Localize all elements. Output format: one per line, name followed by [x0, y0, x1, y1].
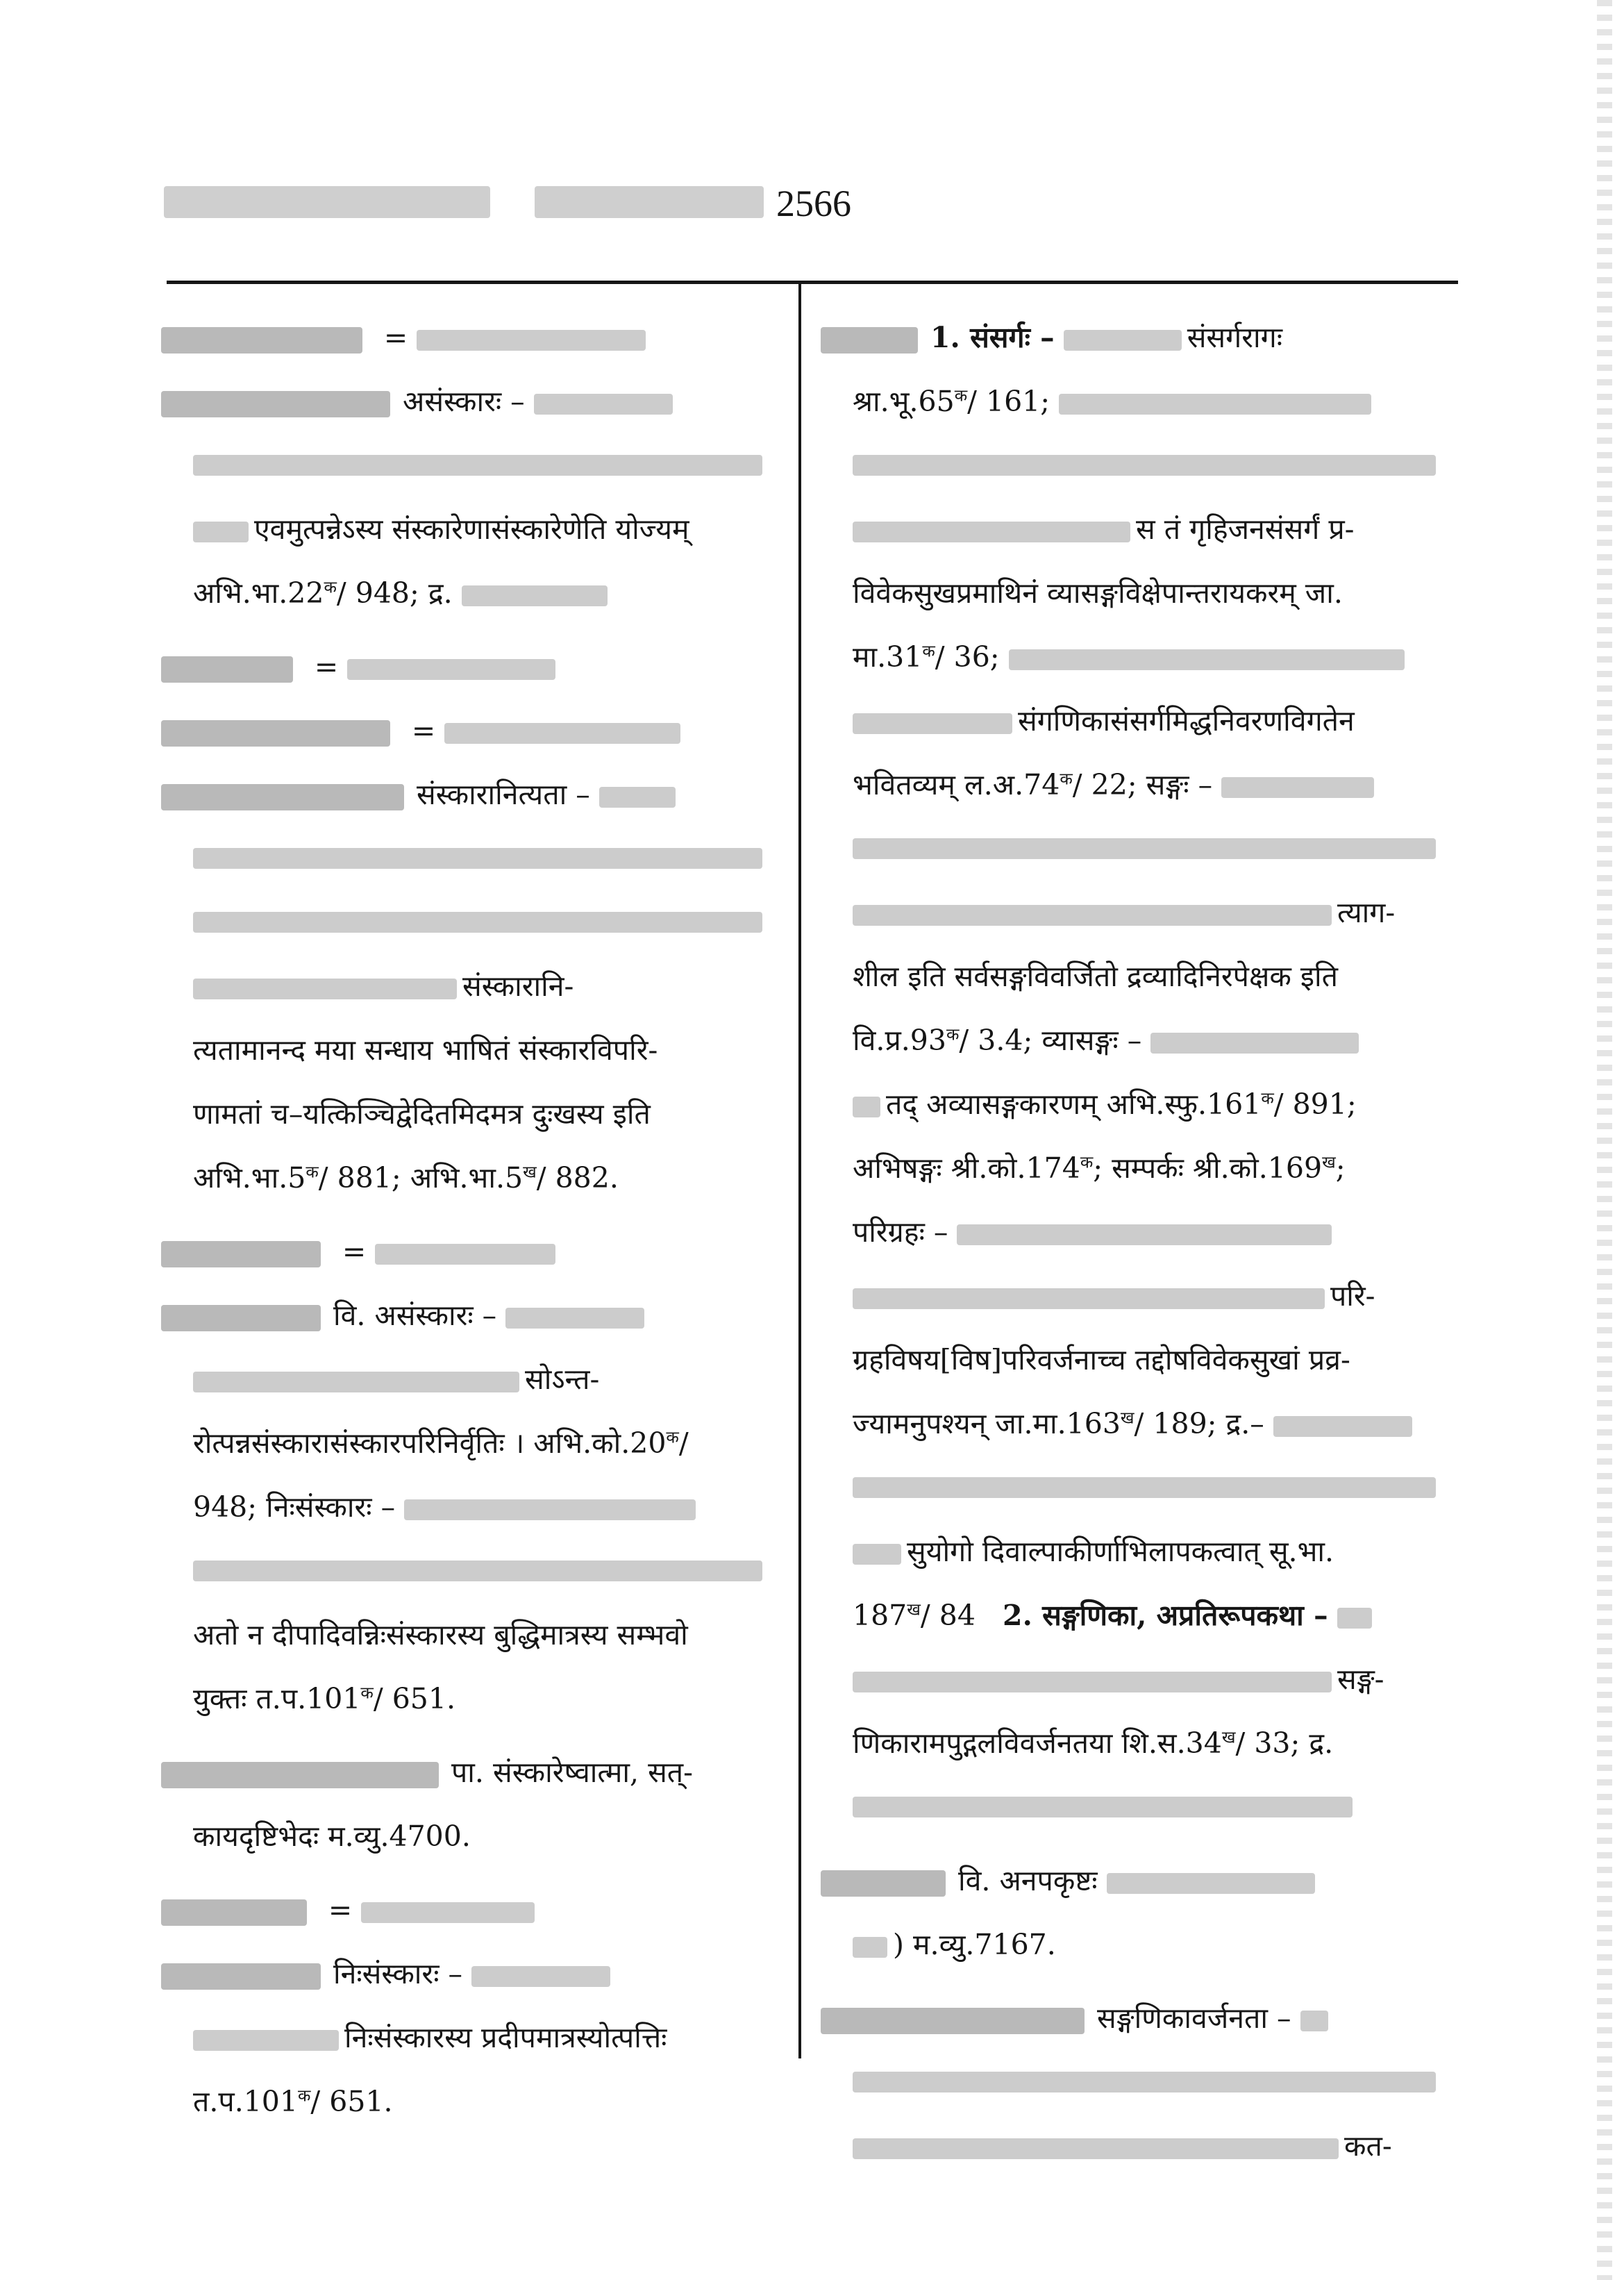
sanskrit-gloss: असंस्कारः – [403, 385, 525, 418]
running-head-last-entry-tibetan [535, 186, 764, 218]
tibetan-text [853, 1544, 901, 1565]
source-citation: युक्तः $त.प.101^क/$ 651. [193, 1682, 455, 1715]
sense-1: 1. संसर्गः – [930, 321, 1055, 354]
tibetan-text [853, 1097, 880, 1117]
sanskrit-quote: 948; निःसंस्कारः – [193, 1490, 396, 1524]
sanskrit-quote: संस्कारानि- [462, 970, 574, 1003]
source-citation: वि.प्र.93 [853, 1024, 946, 1057]
tibetan-text [1107, 1873, 1315, 1894]
tibetan-text [193, 522, 249, 542]
tibetan-text [853, 905, 1332, 926]
entry-asamskara: असंस्कारः – एवमुत्पन्नेऽस्य संस्कारेणासंस्कारेणेति योज्यम् $अभि.भा.22^क/$ 948; द्र. [161, 369, 772, 625]
headword-tibetan [161, 391, 390, 417]
headword-tibetan [161, 1762, 439, 1788]
sanskrit-quote: एवमुत्पन्नेऽस्य संस्कारेणासंस्कारेणेति योज्यम् [254, 513, 689, 546]
entry-cross-reference: = [161, 1220, 772, 1283]
tibetan-text [347, 659, 555, 680]
sanskrit-gloss: पा. संस्कारेष्वात्मा, सत्- [451, 1756, 694, 1789]
running-head-first-entry-tibetan [164, 186, 490, 218]
tibetan-text [193, 1372, 519, 1392]
sanskrit-quote: सुयोगो दिवाल्पाकीर्णाभिलापकत्वात् सू.भा. [907, 1535, 1334, 1568]
tibetan-text [853, 1797, 1353, 1817]
tibetan-text [1273, 1416, 1412, 1437]
tibetan-text [853, 455, 1436, 476]
tibetan-text [361, 1902, 535, 1923]
entry-cross-reference: = [161, 699, 772, 763]
headword-tibetan [821, 2008, 1085, 2034]
sanskrit-quote: परि- [1330, 1279, 1375, 1313]
tibetan-text [505, 1308, 644, 1329]
sanskrit-quote: विवेकसुखप्रमाथिनं व्यासङ्गविक्षेपान्तरायकरम् जा. [853, 576, 1343, 610]
entry-samskaresv-atma [161, 1740, 772, 1868]
headword-tibetan [161, 1899, 307, 1926]
tibetan-text [1009, 649, 1405, 670]
tibetan-text [404, 1499, 696, 1520]
headword-tibetan [161, 327, 362, 353]
entry-samskara-anityata [161, 763, 772, 1210]
tibetan-text [853, 838, 1436, 859]
header-rule [167, 281, 1458, 284]
sanskrit-quote: अतो न दीपादिवन्निःसंस्कारस्य बुद्धिमात्रस्य सम्भवो [193, 1618, 688, 1651]
tibetan-text [1059, 394, 1371, 415]
tibetan-text [853, 713, 1012, 734]
tibetan-text [853, 1288, 1325, 1309]
headword-tibetan [161, 1241, 321, 1267]
source-citation: कायदृष्टिभेदः म.व्यु.4700. [193, 1820, 471, 1853]
headword-tibetan [821, 1870, 946, 1897]
entry-nihsamskara [161, 1942, 772, 2133]
headword-tibetan [161, 720, 390, 747]
tibetan-text [1300, 2011, 1328, 2031]
tibetan-text [853, 1477, 1436, 1498]
tibetan-text [853, 522, 1130, 542]
tibetan-text [462, 585, 608, 606]
headword-tibetan [821, 327, 918, 353]
tibetan-text [1221, 777, 1374, 798]
tibetan-text [534, 394, 673, 415]
sanskrit-quote: णामतां च–यत्किञ्चिद्वेदितमिदमत्र दुःखस्य इति [193, 1097, 651, 1131]
source-citation: $अभि.भा.5^क/$ 881; $अभि.भा.5^ख/$ 882. [193, 1161, 619, 1195]
tibetan-text [375, 1244, 555, 1265]
sanskrit-quote: ग्रहविषय[विष]परिवर्जनाच्च तद्दोषविवेकसुखां प्रव्र- [853, 1343, 1350, 1376]
source-citation: 187 [853, 1599, 907, 1632]
page-number: 2566 [776, 183, 851, 224]
entry-anapakrsta [821, 1849, 1446, 1977]
sanskrit-gloss: सङ्गणिकावर्जनता – [1097, 2002, 1291, 2035]
headword-tibetan [161, 656, 293, 683]
entry-cross-reference: = [161, 635, 772, 699]
sense-2: 2. सङ्गणिका, अप्रतिरूपकथा – [1003, 1599, 1328, 1632]
left-column [161, 306, 772, 2133]
tibetan-text [1337, 1608, 1372, 1629]
source-citation: मा.31 [853, 640, 923, 674]
source-citation: $त.प.101^क/$ 651. [193, 2085, 393, 2118]
sanskrit-quote: त्यतामानन्द मया सन्धाय भाषितं संस्कारविपरि- [193, 1033, 658, 1067]
source-citation: णिकारामपुद्गलविवर्जनतया शि.स.34 [853, 1726, 1222, 1760]
tibetan-text [853, 2138, 1339, 2159]
tibetan-text [1064, 330, 1182, 351]
headword-tibetan [161, 1305, 321, 1331]
tibetan-text [193, 2030, 339, 2051]
sanskrit-gloss: वि. अनपकृष्टः [958, 1864, 1098, 1897]
sanskrit-gloss: परिग्रहः – [853, 1215, 948, 1249]
entry-samsarga: 1. संसर्गः – संसर्गरागः $श्रा.भू.65^क/$ 161; स तं गृहिजनसंसर्गं प्र- विवेकसुखप्रमाथिनं व्यासङ्गविक्षेपान्तरायकरम् जा. $मा.31^क/$ 36; संगणिकासंसर्गमिद्धनिवरणविगतेन भवितव्यम् $ल.अ.74^क/$ 22; सङ्गः – त्याग- शील इति सर्वसङ्गविवर्जितो द्रव्यादिनिरपेक्षक इति $वि.प्र.93^क/$ 3.4; व्यासङ्गः – तद् अव्यासङ्गकारणम् $अभि.स्फु.161^क/$ 891; अभिषङ्गः $श्री.को.174^क$; सम्पर्कः $श्री.को.169^ख$; परिग्रहः – परि- ग्रहविषय[विष]परिवर्जनाच्च तद्दोषविवेकसुखां प्रव्र- ज्यामनुपश्यन् $जा.मा.163^ख/$ 189; द्र.– सुयोगो दिवाल्पाकीर्णाभिलापकत्वात् सू.भा. $187^ख/$ 84 2. सङ्गणिका, अप्रतिरूपकथा – सङ्ग- णिकारामपुद्गलविवर्जनतया $शि.स.34^ख/$ 33; द्र. [821, 306, 1446, 1839]
headword-tibetan [161, 784, 404, 810]
right-column [821, 306, 1446, 2178]
tibetan-text [957, 1224, 1332, 1245]
sanskrit-quote: अभिषङ्गः श्री.को.174 [853, 1151, 1080, 1185]
sanskrit-quote: सोऽन्त- [525, 1363, 600, 1396]
sanskrit-quote: सङ्ग- [1337, 1663, 1384, 1696]
tibetan-text [193, 1561, 762, 1581]
sanskrit-quote: स तं गृहिजनसंसर्गं प्र- [1136, 513, 1355, 546]
sanskrit-quote: रोत्पन्नसंस्कारासंस्कारपरिनिर्वृतिः । अभि.को.20 [193, 1426, 667, 1460]
sanskrit-gloss: संस्कारानित्यता – [417, 778, 590, 811]
tibetan-text [853, 1937, 887, 1958]
sanskrit-quote: कत- [1344, 2129, 1392, 2163]
source-citation: अभि.भा.22 [193, 576, 324, 610]
column-divider [798, 281, 801, 2058]
entry-cross-reference: = [161, 1878, 772, 1942]
tibetan-text [444, 723, 680, 744]
tibetan-text [1150, 1033, 1359, 1054]
entry-sangganika-varjanata [821, 1986, 1446, 2178]
tibetan-text [599, 787, 676, 808]
tibetan-text [193, 979, 457, 999]
tibetan-text [853, 1672, 1332, 1692]
tibetan-text [193, 912, 762, 933]
headword-tibetan [161, 1963, 321, 1990]
sanskrit-quote: संगणिकासंसर्गमिद्धनिवरणविगतेन [1018, 704, 1355, 738]
source-citation: ज्यामनुपश्यन् जा.मा.163 [853, 1407, 1121, 1440]
entry-cross-reference: = [161, 306, 772, 369]
tibetan-text [853, 2072, 1436, 2092]
sanskrit-gloss: निःसंस्कारः – [333, 1957, 463, 1990]
sanskrit-quote: निःसंस्कारस्य प्रदीपमात्रस्योत्पत्तिः [344, 2021, 667, 2054]
sanskrit-quote: भवितव्यम् ल.अ.74 [853, 768, 1060, 801]
sanskrit-quote: तद् अव्यासङ्गकारणम् अभि.स्फु.161 [886, 1088, 1262, 1121]
tibetan-text [417, 330, 646, 351]
source-citation: श्रा.भू.65 [853, 385, 955, 418]
source-citation: ) म.व्यु.7167. [893, 1928, 1056, 1961]
sanskrit-gloss: संसर्गरागः [1187, 321, 1282, 354]
sanskrit-quote: त्याग- [1337, 896, 1396, 929]
tibetan-text [193, 455, 762, 476]
tibetan-text [193, 848, 762, 869]
scan-edge-shadow [1597, 0, 1612, 2280]
sanskrit-gloss: वि. असंस्कारः – [333, 1299, 497, 1332]
sanskrit-quote: शील इति सर्वसङ्गविवर्जितो द्रव्यादिनिरपेक्षक इति [853, 960, 1338, 993]
tibetan-text [471, 1966, 610, 1987]
entry-asamskara-adj: वि. असंस्कारः – सोऽन्त- रोत्पन्नसंस्कारासंस्कारपरिनिर्वृतिः । $अभि.को.20^क/$ 948; निःसंस्कारः – अतो न दीपादिवन्निःसंस्कारस्य बुद्धिमात्रस्य सम्भवो युक्तः $त.प.101^क/$ 651. [161, 1283, 772, 1731]
